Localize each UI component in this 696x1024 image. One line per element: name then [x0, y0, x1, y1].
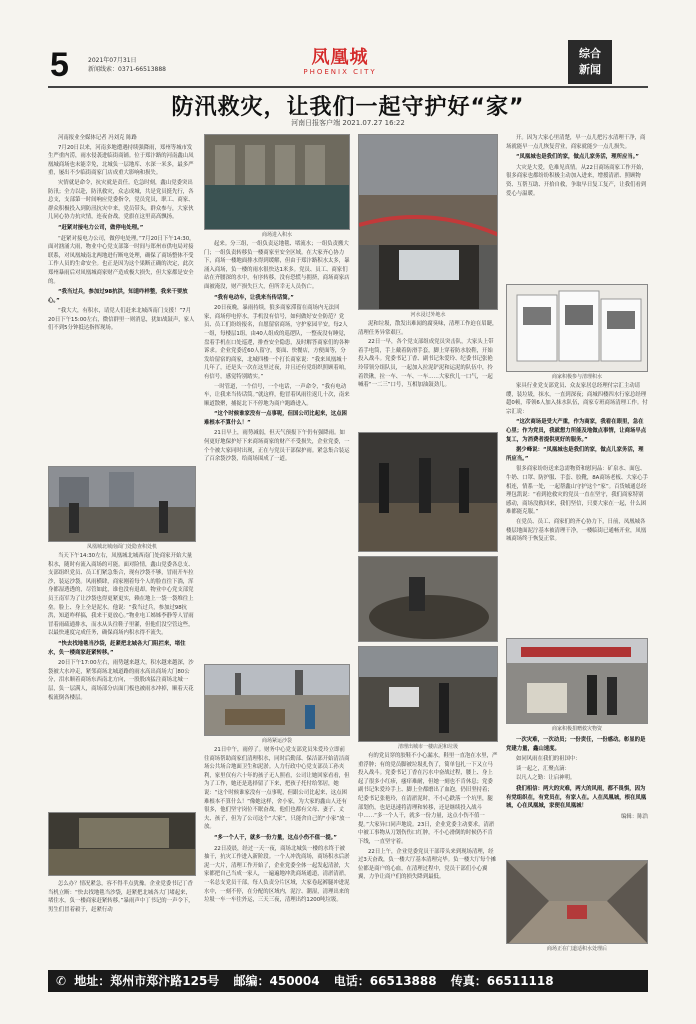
column-1-bottom-text — [48, 880, 196, 964]
photo-caption: 河水浸过外地水 — [410, 312, 446, 318]
photo-cleaned-corridor — [506, 860, 648, 944]
paragraph: 22日凌晨，经过一天一夜，商场北城负一楼的水终于被抽干，抗灾工作进入新阶段。一个人冲洗商场，商场积水后淤泥一大片，清理工作开始了，企业党委全体一起发起清淤，大家都把自己当成一家人，一遍遍地冲洗商场通道，清淤清淤，一名总支党员干部，每人负责分片区域，大家卷起裤腿冲进泥水中，一刻不停，在分配的区域内，泥泞、潮湿，清理出来的垃圾一车一车往外运，三天三夜，清理出约1200吨垃圾。 — [204, 845, 350, 904]
paragraph: “赶紧对接电力公司，做停电处理。”7月20日下午14:30，面对汹涌大雨，物业中心党支部第一时间与郑州市供电局对接联系，对凤凰城南北两地进行断电处理，确保了商场整体不受工作人员的生命安全。也正是因为这个果断正确的决定，此次郑州暴雨后对凤凰城商家财产造成极大损失，但大家都是安全的。 — [48, 235, 195, 285]
phone-icon: ✆ — [56, 974, 67, 988]
paragraph: 家具行业党支部党员、众友家居总经理付宗汇主动请缨，装垃圾，抹水，一直到深夜；商城四楼四水行家总经理超0顿，带领6人加入抹水队伍，商家专班商场清理工作。付宗汇说： — [506, 383, 648, 415]
photo-caption: 商家积极捐赠救灾物资 — [551, 726, 602, 732]
column-1-lower-text — [48, 552, 196, 810]
photo-street-flood — [48, 466, 196, 542]
photo-donations — [506, 638, 648, 724]
photo-sandbags — [204, 664, 350, 736]
photo-cleaned-corridor-image — [507, 861, 648, 944]
photo-caption: 商场正在门道适积水处理后 — [546, 946, 607, 952]
column-4-mid-text — [506, 382, 648, 634]
footer-postcode: 邮编：450004 — [233, 974, 320, 988]
article-byline: 河南日报客户端 2021.07.27 16:22 — [291, 119, 405, 127]
photo-street-flood-image — [49, 467, 196, 542]
column-3-text — [358, 320, 498, 428]
photo-donations-image — [507, 639, 648, 724]
paragraph: 21日中午，雨停了。财务中心党支部党员朱爱玲立即前往商场帮助商家们清理积水，同时后勤部、保洁部开始清洁商场公共场合地面卫生和泥淤。人力行政中心党支部员工孙夹利，家里仅有六十年的孩子无人照看，公司让她回家看看，但为了工作，她还是选择留了下来，把孩子托付给邻居，她说：“这个时候谁家没有一点事呢，但跟公司比起来，这点困难根本不算什么！”像她这样，舍小家，为大家的鑫山人还有很多，他们坚守岗位不眠奋战，他们也都有父母、妻子、丈夫、孩子，但为了公司这个“大家”，只能舍自己的“小家”放一放。 — [204, 747, 350, 831]
article-title: 防汛救灾，让我们一起守护好“家” — [171, 95, 525, 120]
photo-pumping-water — [358, 134, 498, 310]
paragraph: 7月20日以来，河南多地遭遇持续强降雨，郑州等城市发生严重内涝，雨水侵袭进临街商铺。位于郑汴路的河南鑫山凤凰城商场也未能幸免，北城负一层地库、水深一米多，最多严重，屡出不少临街商家门店成重大影响和损失。 — [48, 144, 194, 177]
photo-mud-removal — [358, 646, 498, 742]
page-number: 5 — [50, 46, 69, 84]
paragraph: 灾情就是命令，抗灾就是责任。危急时刻，鑫山党委突出防汛；全力以赴，防汛救灾，众志成城，共是党员挺先行，各总支，支部第一时间响应党委指令，党员党员，职工、商家、群众积极投入到防汛抗灾中来，党员带头，群众参与，大家伙儿同心协力抗灾情，连夜奋战，党旗在这里高高飘扬。 — [48, 179, 194, 221]
subheading: “我有电动车，让我来当传话筒。” — [214, 294, 294, 301]
photo-caption: 商场进入积水 — [261, 232, 292, 238]
paragraph: 如同风雨在我们的祖国中： — [516, 756, 581, 763]
column-2-lower-text — [204, 746, 350, 964]
paragraph: 开。因为大家心里清楚，早一点儿把污水清理干净，商场就能早一点儿恢复营业，商家就能少一点儿损失。 — [506, 135, 646, 150]
photo-wechat-screens — [506, 284, 648, 372]
logo-english: PHOENIX CITY — [303, 68, 377, 76]
paragraph: 起来。分三组，一组负责运地毯、堵流水；一组负责搬大门；一组负责转移负一楼商家至安全区域。在大家齐心协力下，商场一楼地面排水得到缓解，但由于郑汴路积水太多，暴涌入商场，负一楼的雨水很快达1米多。党员、员工、商家们站在齐腰深的水中，有序转移，没有恐慌与拥挤，商场商家店面被淹没，财产损失巨大，但所幸无人员伤亡。 — [204, 241, 350, 290]
footer-contact-bar — [48, 970, 648, 992]
photo-water-entering-image — [205, 135, 350, 230]
section-tag-line2: 新闻 — [579, 63, 601, 76]
subheading: “凤凰城也是我们的家，做点儿家务活，理所应当。” — [516, 154, 639, 161]
column-2-text — [204, 240, 350, 660]
footer-fax: 传真：66511118 — [450, 974, 554, 988]
paragraph: 大灾是大爱，危难见真情。从22日商场商家工作开始，很多商家也都纷纷积极主动加入进来，增援清淤、照顾物资、互帮互助、开拾自救，争取早日复工复产，让我们看到爱心与温暖。 — [506, 164, 647, 197]
column-4-lower-text — [506, 734, 648, 854]
paragraph: 20日下午17:00左右，雨势越来越大，积水越来越深，沙袋被大水冲走，紧邻商场北城道路的雨水高出商场大门80公分，泪水顺着商场东西南北方向，一股股凶猛注商场北城一层，负一层满人，商场部分店面门板也被雨水冲掉，顺着天花板流倒各楼层。 — [48, 660, 194, 701]
subheading: “我当过兵，参加过98抗洪，知道咋样整，我来干要放心。” — [48, 289, 188, 304]
paragraph: 当天下午14:30左右，凤凰城北城西南门处商家开始大量积水，随时有流入商场的可能。面对险情，鑫山党委各总支、支部组织党员、员工们紧急集合，现有沙袋不够，冒雨开车拉沙，装运沙袋。风雨横肆，商家刚着每个人的脸直往下淌，浑身都湿透透的，尽管如此，谁也没有退却。物业中心党支部党员王南军为了让沙袋也得更紧更实，赖在地上一袋一袋堆往上垒。脸上、身上全是泥水。他说：“我当过兵，参加过98抗洪，知道咋样搞，我来干更放心。”物业电工姊姊李静等人冒雨冒着雨疏通排水，而水从头往鞋子里灌，但他们没空管这些，以最快速度完成任务，确保商场内积水得不流失。 — [48, 553, 194, 637]
paragraph: 怎么办？情况紧急，容不得半点犹豫。企业党委书记丁香当机立断：“快去找地毯当沙袋，赶紧把北城各大门堵起来，堵住水，负一楼商家赶紧转移。”暴雨声中丁书记的一声令下，男生们冒着毅于，赶紧行动 — [48, 881, 194, 913]
paragraph: 22日上午，企业党委党员干部带头来到现场清理，经过3天奋战，负一楼大厅基本清理完毕。负一楼大厅每个摊位都是商户的心血，在清理过程中，党员干部们小心翼翼，力争让商户们的损失降到最低。 — [358, 848, 497, 881]
subheading: 据少峰说：“凤凰城也是我们的家，做点儿家务活，理所应当。” — [506, 447, 644, 462]
paragraph: 在党员、员工、商家们的齐心协力下，日前，凤凰城各楼层地面泥泞基本被清理干净，一楼临街已通畅开业，凤凰城商场终于恢复正常。 — [506, 518, 647, 543]
subheading: 我们相信：两大的灾难，两大的风雨，都不畏惧，因为有党组织在，有党员在，有家人在。人在凤凰城，根在凤凰城，心在凤凰城，家便在凤凰城！ — [506, 785, 647, 810]
subheading: “这个时候谁家没有一点事呢，但国公司比起来，这点困难根本不算什么！” — [204, 411, 347, 426]
column-1-text — [48, 134, 196, 478]
author-line: 河南报业全媒体记者 冯刘克 陈路 — [58, 135, 137, 141]
photo-wechat-screens-image — [507, 285, 648, 372]
photo-caption: 凤凰城北城南面门处隐查积处机 — [86, 544, 157, 550]
photo-water-entering — [204, 134, 350, 230]
paragraph: 有的党员穿的胶鞋不小心漏水，鞋里一直泡在水里，严重浮肿；有的党员脚被垃圾扎伤了，简单包扎一下又立马投入战斗。党委书记丁香在污水中奋战过程，腰上、身上起了很多小红疹，瘙痒难耐，但她一刻也不肯休息；党委副书记朱爱玲手上、脚上全都磨出了血泡，仍旧坚持着；纪委书记张艳玲，在清淤泥时，不小心跌落一个坑里，腿部划伤，也是迅速将清理和转移，还是继续投入战斗中……“多一个人干，就多一份力量，这点小伤不值一提。”大家异口同声地说。23日，企业党委主动要求，清淤中被工事物从刀划伤伤口红肿，不小心滑倒的时候仍不肯下线，一直坚守着。 — [358, 753, 498, 845]
paragraph: 泥和垃圾，散发出难闻的腐臭味，清理工作迫在眉睫，清理任务异常艰巨。 — [358, 321, 498, 336]
paragraph: 以凡人之勤：让启神明。 — [516, 775, 576, 782]
photo-flooded-mall-image — [49, 813, 196, 876]
logo-chinese: 凤凰城 — [311, 47, 369, 68]
column-3-lower-text — [358, 752, 498, 964]
top-divider — [48, 86, 648, 88]
paragraph: 20日夜晚，暴雨持续，狼多商家滞留在商场内无法回家，商场停电停水，手机没有信号，如何做好安全防范？党员、员工们纷纷报名，自愿留宿商场，守护家园平安。每2人一组，每楼层1组，由40人组成的巡逻队，一整夜没有睡觉，盘着手机在口处巡逻，排查安全隐患，及时解答商家们的各种诉求。企业党委近60人留守，要面、快餐店，方便面等，分发给留宿的商家，北城四楼一个打长商家说：“我来凤凰城十几年了，还是头一次在这里过夜，并且还有党组织照顾着咱，有信号，感觉特别踏实。” — [204, 305, 350, 380]
paragraph: 很多商家纷纷送来急需物资和慰问品：矿泉水、面包、牛奶、口罩、防护服、手套、胶靴，8A商场老板、大家心手相连，情系一处，一起帮鑫山守护这个“家”。百货城通总经理包凯说：“看到抢救灾的党员一直在坚守，我们商家特别感动，商场没救回来，我们坚信，只要大家在一起，什么困难都能克服。” — [506, 466, 648, 516]
photo-caption: 商家积极参与清理积水 — [551, 374, 602, 380]
news-hotline: 新闻线索：0371-66513888 — [88, 66, 166, 73]
section-tag — [568, 40, 612, 84]
issue-date: 2021年07月31日 — [88, 57, 137, 64]
editor-sign: 编辑：陈浩 — [621, 813, 648, 820]
photo-cleanup-crew-image — [359, 433, 498, 552]
photo-sandbags-image — [205, 665, 350, 736]
issue-info — [88, 56, 166, 74]
footer-phone: 电话：66513888 — [333, 974, 437, 988]
masthead — [0, 0, 696, 88]
subheading: “快去找地毯当沙袋，赶紧把北城各大门阻拦来，堵住水，负一楼商家赶紧转移。” — [48, 640, 186, 656]
column-4-text — [506, 134, 648, 282]
subheading: “赶紧对接电力公司，做停电处理。” — [58, 224, 144, 231]
paper-logo — [300, 48, 380, 78]
subheading: 一次灾难，一次动员；一份责任，一份感动。彰显的是党建力量，鑫山速度。 — [506, 737, 646, 752]
paragraph: 谈一起之，汇聚点滴： — [516, 765, 570, 772]
paragraph: 一时管道，一个信号，一个电话，一声命令，“我有电动车，让我来当传话筒。”就这样，他冒着风雨往返几十次，南来顺道散聚，捕捉北下不停地为商户跑路进入。 — [204, 383, 350, 407]
photo-debris-pile-image — [359, 557, 498, 642]
paragraph: “我大大，有积水，请党人们赶来北城西南门支援！”7月20日下午15:00左右，微信群里一则消息，犹如战鼓声，家人们不到5分钟抵达指挥现场。 — [48, 308, 195, 332]
photo-flooded-mall — [48, 812, 196, 876]
paragraph: 22日一早，各个党支部组成党员突击队，大家头上带着手电筒，手上戴着防滑手套，脚上穿着防水胶鞋，开始投入战斗。党委书记丁香、副书记朱爱玲、纪委书记张艳玲带领分组队员，一起加入拉泥铲泥和运泥的队伍中，拎着铁锹，拉一车、一车、一车……大家伙儿一口气，一起喊着“一二三”口号，互相加油鼓劲儿。 — [358, 339, 494, 389]
photo-mud-removal-image — [359, 647, 498, 742]
photo-caption: 清理出城市一楼店泥和垃圾 — [397, 744, 458, 750]
photo-caption: 商场紧运沙袋 — [261, 738, 292, 744]
photo-pumping-water-image — [359, 135, 498, 310]
subheading: “这次商场是受大产重，作为商家，我看在眼里，急在心里；作为党员，我就想力所能及地做点事情，让商场早点复工，为消费者提供更好的服务。” — [506, 419, 647, 443]
photo-debris-pile — [358, 556, 498, 642]
photo-cleanup-crew — [358, 432, 498, 552]
subheading: “多一个人干，就多一份力量，这点小伤不值一提。” — [214, 834, 337, 841]
section-tag-line1: 综合 — [579, 47, 601, 60]
footer-address: 地址：郑州市郑汴路125号 — [74, 974, 220, 988]
paragraph: 21日早上，雨势减弱，但天气预报下午仍有强降雨。如何更好地保护好下来商场商家的财产不受损失，企业党委，一个个被大家同时出现，正在与党员干部保护雨。紧急集合装运了百余袋沙袋，给商场围成了一道。 — [204, 430, 350, 463]
